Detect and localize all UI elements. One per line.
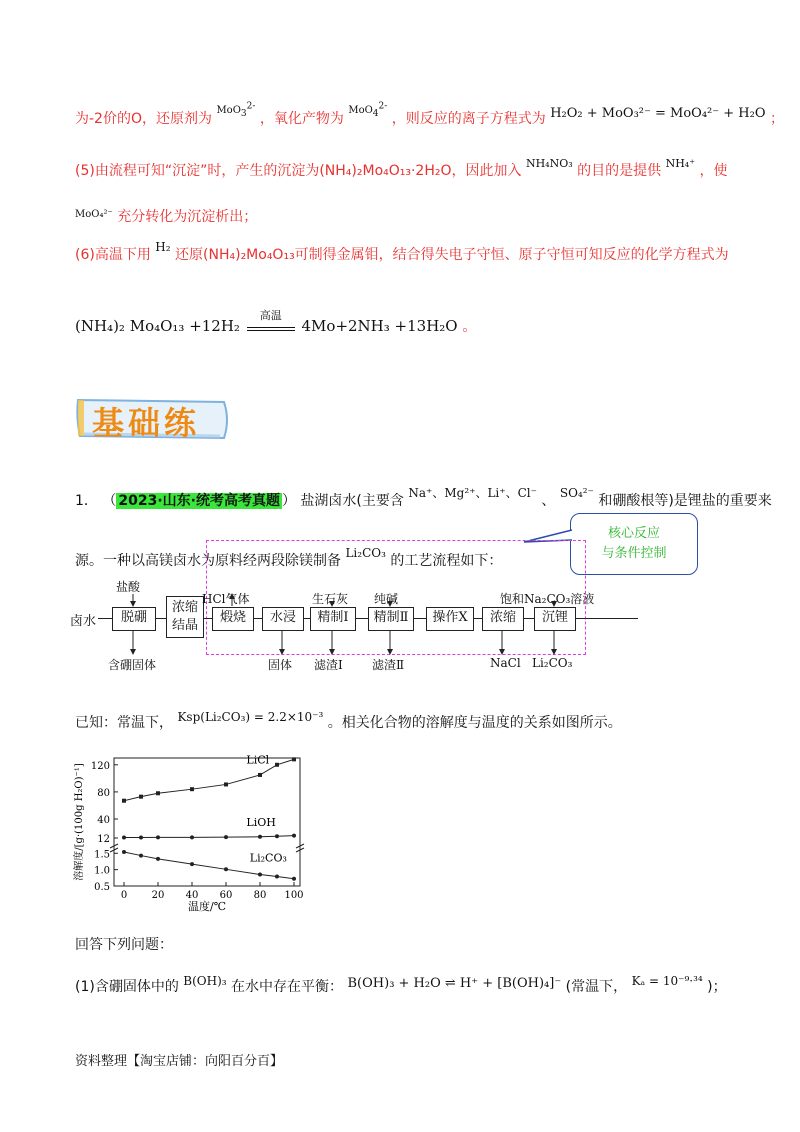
- flow-step-refine-1: 精制Ⅰ: [310, 607, 356, 631]
- section-title: 基础练: [92, 404, 201, 442]
- data-point: [292, 877, 296, 881]
- x-tick-label: 40: [185, 890, 199, 901]
- x-tick-label: 20: [151, 890, 165, 901]
- y-tick-label: 80: [97, 787, 110, 799]
- x-tick-label: 100: [284, 890, 304, 901]
- callout-bubble: [570, 513, 698, 575]
- data-point: [122, 850, 126, 854]
- nh4no3-formula: NH₄NO₃: [525, 157, 573, 170]
- y-tick-label: 1.0: [94, 865, 110, 877]
- question-1-line-1: 1． （ 2023·山东·统考高考真题 ） 盐湖卤水(主要含 Na⁺、Mg²⁺、Li⁺、Cl⁻ 、 SO₄²⁻ 和硼酸根等)是锂盐的重要来: [75, 486, 772, 509]
- reagent-hydrochloric-acid: 盐酸: [116, 580, 141, 594]
- x-tick-label: 0: [120, 890, 128, 901]
- data-point: [122, 799, 126, 803]
- data-point: [275, 763, 279, 767]
- reductant-formula: MoO32-: [216, 101, 256, 119]
- process-flowchart: [70, 580, 710, 690]
- x-tick-label: 80: [253, 890, 267, 901]
- data-point: [156, 791, 160, 795]
- series-label-lioh: LiOH: [246, 815, 276, 829]
- flow-arrows: [70, 580, 710, 690]
- equilibrium-equation: B(OH)₃ + H₂O ⇌ H⁺ + [B(OH)₄]⁻: [347, 976, 562, 991]
- y-tick-label: 0.5: [94, 882, 110, 893]
- subquestion-1: (1)含硼固体中的 B(OH)₃ 在水中存在平衡： B(OH)₃ + H₂O ⇌ H⁺ + [B(OH)₄]⁻ (常温下， Kₐ = 10⁻⁹·³⁴ )；: [75, 974, 727, 995]
- data-point: [224, 782, 228, 786]
- equation-condition: 高温: [247, 321, 295, 331]
- answer-prompt: 回答下列问题：: [75, 937, 173, 953]
- ksp-expression: Ksp(Li₂CO₃) = 2.2×10⁻³: [177, 710, 324, 724]
- residue-filter-1: 滤渣Ⅰ: [314, 658, 343, 672]
- text: ，则反应的离子方程式为: [391, 111, 546, 127]
- moo4-ion: MoO₄²⁻: [75, 209, 113, 220]
- data-point: [224, 835, 228, 839]
- section-title-banner: [74, 394, 230, 442]
- data-point: [258, 773, 262, 777]
- reagent-saturated-na2co3: 饱和Na₂CO₃溶液: [500, 592, 595, 606]
- data-point: [275, 834, 279, 838]
- data-point: [275, 875, 279, 879]
- data-point: [139, 795, 143, 799]
- question-number: 1．: [75, 493, 98, 509]
- footer: 资料整理【淘宝店铺：向阳百分百】: [75, 1054, 284, 1069]
- data-point: [156, 835, 160, 839]
- y-tick-label: 1.5: [94, 849, 110, 861]
- data-point: [258, 873, 262, 877]
- solution-line-3: $^{MoO_4^{2-}}$ 充分转化为沉淀析出；: [75, 209, 258, 225]
- solubility-chart-svg: [70, 752, 310, 922]
- flow-step-water-leach: 水浸: [262, 607, 304, 631]
- residue-solid: 固体: [268, 658, 293, 672]
- data-point: [292, 757, 296, 761]
- flow-step-deboration: 脱硼: [112, 607, 156, 631]
- flow-step-refine-2: 精制Ⅱ: [368, 607, 414, 631]
- residue-boron-solid: 含硼固体: [108, 658, 157, 672]
- callout-line-2: 与条件控制: [601, 546, 667, 561]
- data-point: [258, 835, 262, 839]
- equation-left: (NH₄)₂ Mo₄O₁₃ +12H₂: [75, 317, 240, 335]
- data-point: [156, 857, 160, 861]
- residue-filter-2: 滤渣Ⅱ: [372, 658, 405, 672]
- li2co3-formula: Li₂CO₃: [345, 546, 386, 560]
- y-tick-label: 120: [90, 760, 110, 772]
- nh4-ion: NH₄⁺: [665, 157, 695, 170]
- data-point: [122, 836, 126, 840]
- series-label-li2co3: Li₂CO₃: [249, 851, 287, 865]
- question-1-line-2: 源。一种以高镁卤水为原料经两段除镁制备 Li₂CO₃ 的工艺流程如下：: [75, 546, 503, 569]
- flow-step-calcination: 煅烧: [212, 607, 254, 631]
- ion-list: Na⁺、Mg²⁺、Li⁺、Cl⁻: [408, 486, 537, 500]
- flow-step-concentrate-crystallize: 浓缩 结晶: [166, 596, 204, 638]
- equation-right: 4Mo+2NH₃ +13H₂O: [301, 317, 458, 335]
- y-axis-label: 溶解度/[g·(100g H₂O)⁻¹]: [74, 763, 85, 881]
- product-formula: MoO42-: [348, 101, 388, 119]
- solution-line-4: (6)高温下用 H₂ 还原(NH₄)₂Mo₄O₁₃可制得金属钼，结合得失电子守恒、原子守恒可知反应的化学方程式为: [75, 240, 729, 263]
- y-tick-label: 40: [97, 815, 110, 827]
- solution-line-1: 为-2价的O，还原剂为 $^{MoO_3^{2-}}$ ，氧化产物为 $^{MoO_4^{2-}}$ ，则反应的离子方程式为 H₂O₂ + MoO₃²⁻ = MoO₄²⁻ + H₂O ；: [75, 101, 784, 127]
- boh3-formula: B(OH)₃: [183, 974, 227, 988]
- flow-step-operation-x: 操作X: [426, 607, 474, 631]
- x-tick-label: 60: [219, 890, 233, 901]
- equation-6: (NH₄)₂ Mo₄O₁₃ +12H₂ 高温 4Mo+2NH₃ +13H₂O 。: [75, 309, 477, 335]
- data-point: [139, 854, 143, 858]
- reagent-quicklime: 生石灰: [312, 592, 349, 606]
- reagent-soda-ash: 纯碱: [374, 592, 399, 606]
- byproduct-hcl-gas: HCl气体: [202, 592, 250, 606]
- known-line: 已知：常温下， Ksp(Li₂CO₃) = 2.2×10⁻³ 。相关化合物的溶解度与温度的关系如图所示。: [75, 710, 622, 731]
- y-tick-label: 12: [97, 834, 110, 845]
- series-line-2: [124, 836, 294, 838]
- solubility-chart: [70, 752, 310, 922]
- byproduct-nacl: NaCl: [490, 656, 521, 670]
- h2-formula: H₂: [155, 240, 171, 254]
- ionic-equation: H₂O₂ + MoO₃²⁻ = MoO₄²⁻ + H₂O: [550, 106, 766, 121]
- flow-start-label: 卤水: [70, 614, 97, 629]
- text: 为-2价的O，还原剂为: [75, 111, 212, 127]
- series-label-licl: LiCl: [246, 753, 270, 767]
- flow-step-concentrate: 浓缩: [482, 607, 524, 631]
- data-point: [190, 862, 194, 866]
- data-point: [224, 867, 228, 871]
- solution-line-2: (5)由流程可知“沉淀”时，产生的沉淀为(NH₄)₂Mo₄O₁₃·2H₂O，因此加入 $^{NH_4NO_3}$ 的目的是提供 $^{NH_4^+}$ ，使: [75, 157, 728, 179]
- x-axis-label: 温度/℃: [187, 900, 227, 913]
- data-point: [190, 787, 194, 791]
- source-badge: 2023·山东·统考高考真题: [118, 493, 280, 509]
- ka-value: Kₐ = 10⁻⁹·³⁴: [631, 974, 703, 988]
- callout-line-1: 核心反应: [607, 526, 660, 541]
- data-point: [292, 834, 296, 838]
- product-li2co3: Li₂CO₃: [532, 656, 573, 670]
- text: ，氧化产物为: [259, 111, 344, 127]
- data-point: [139, 835, 143, 839]
- flow-step-lithium-precipitation: 沉锂: [534, 607, 576, 631]
- data-point: [190, 835, 194, 839]
- so4-ion: SO₄²⁻: [559, 486, 594, 500]
